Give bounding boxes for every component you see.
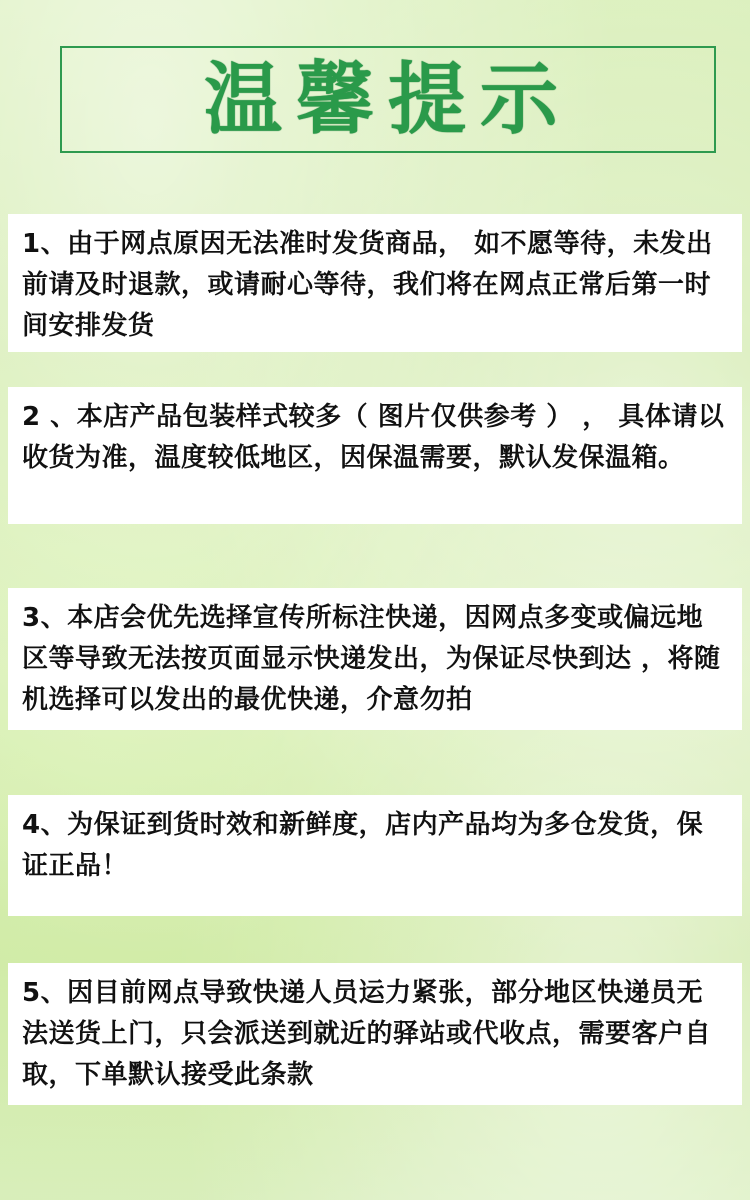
notice-text-2: 2 、本店产品包装样式较多（ 图片仅供参考 ） ， 具体请以收货为准，温度较低地区，因保温需要，默认发保温箱。: [22, 402, 725, 473]
notice-card-3: [8, 588, 742, 730]
notice-text-1: 1、由于网点原因无法准时发货商品， 如不愿等待，未发出前请及时退款，或请耐心等待，我们将在网点正常后第一时间安排发货: [22, 229, 713, 341]
title-frame: [60, 46, 716, 153]
notice-text-3: 3、本店会优先选择宣传所标注快递，因网点多变或偏远地区等导致无法按页面显示快递发出，为保证尽快到达 ，将随机选择可以发出的最优快递，介意勿拍: [22, 603, 721, 715]
notice-card-1: [8, 214, 742, 352]
notice-text-5: 5、因目前网点导致快递人员运力紧张，部分地区快递员无法送货上门，只会派送到就近的驿站或代收点，需要客户自取，下单默认接受此条款: [22, 978, 712, 1090]
notice-text-4: 4、为保证到货时效和新鲜度，店内产品均为多仓发货，保证正品！: [22, 810, 704, 881]
notice-card-2: [8, 387, 742, 524]
notice-card-4: [8, 795, 742, 916]
page-title: 温馨提示: [203, 54, 572, 145]
notice-card-5: [8, 963, 742, 1105]
